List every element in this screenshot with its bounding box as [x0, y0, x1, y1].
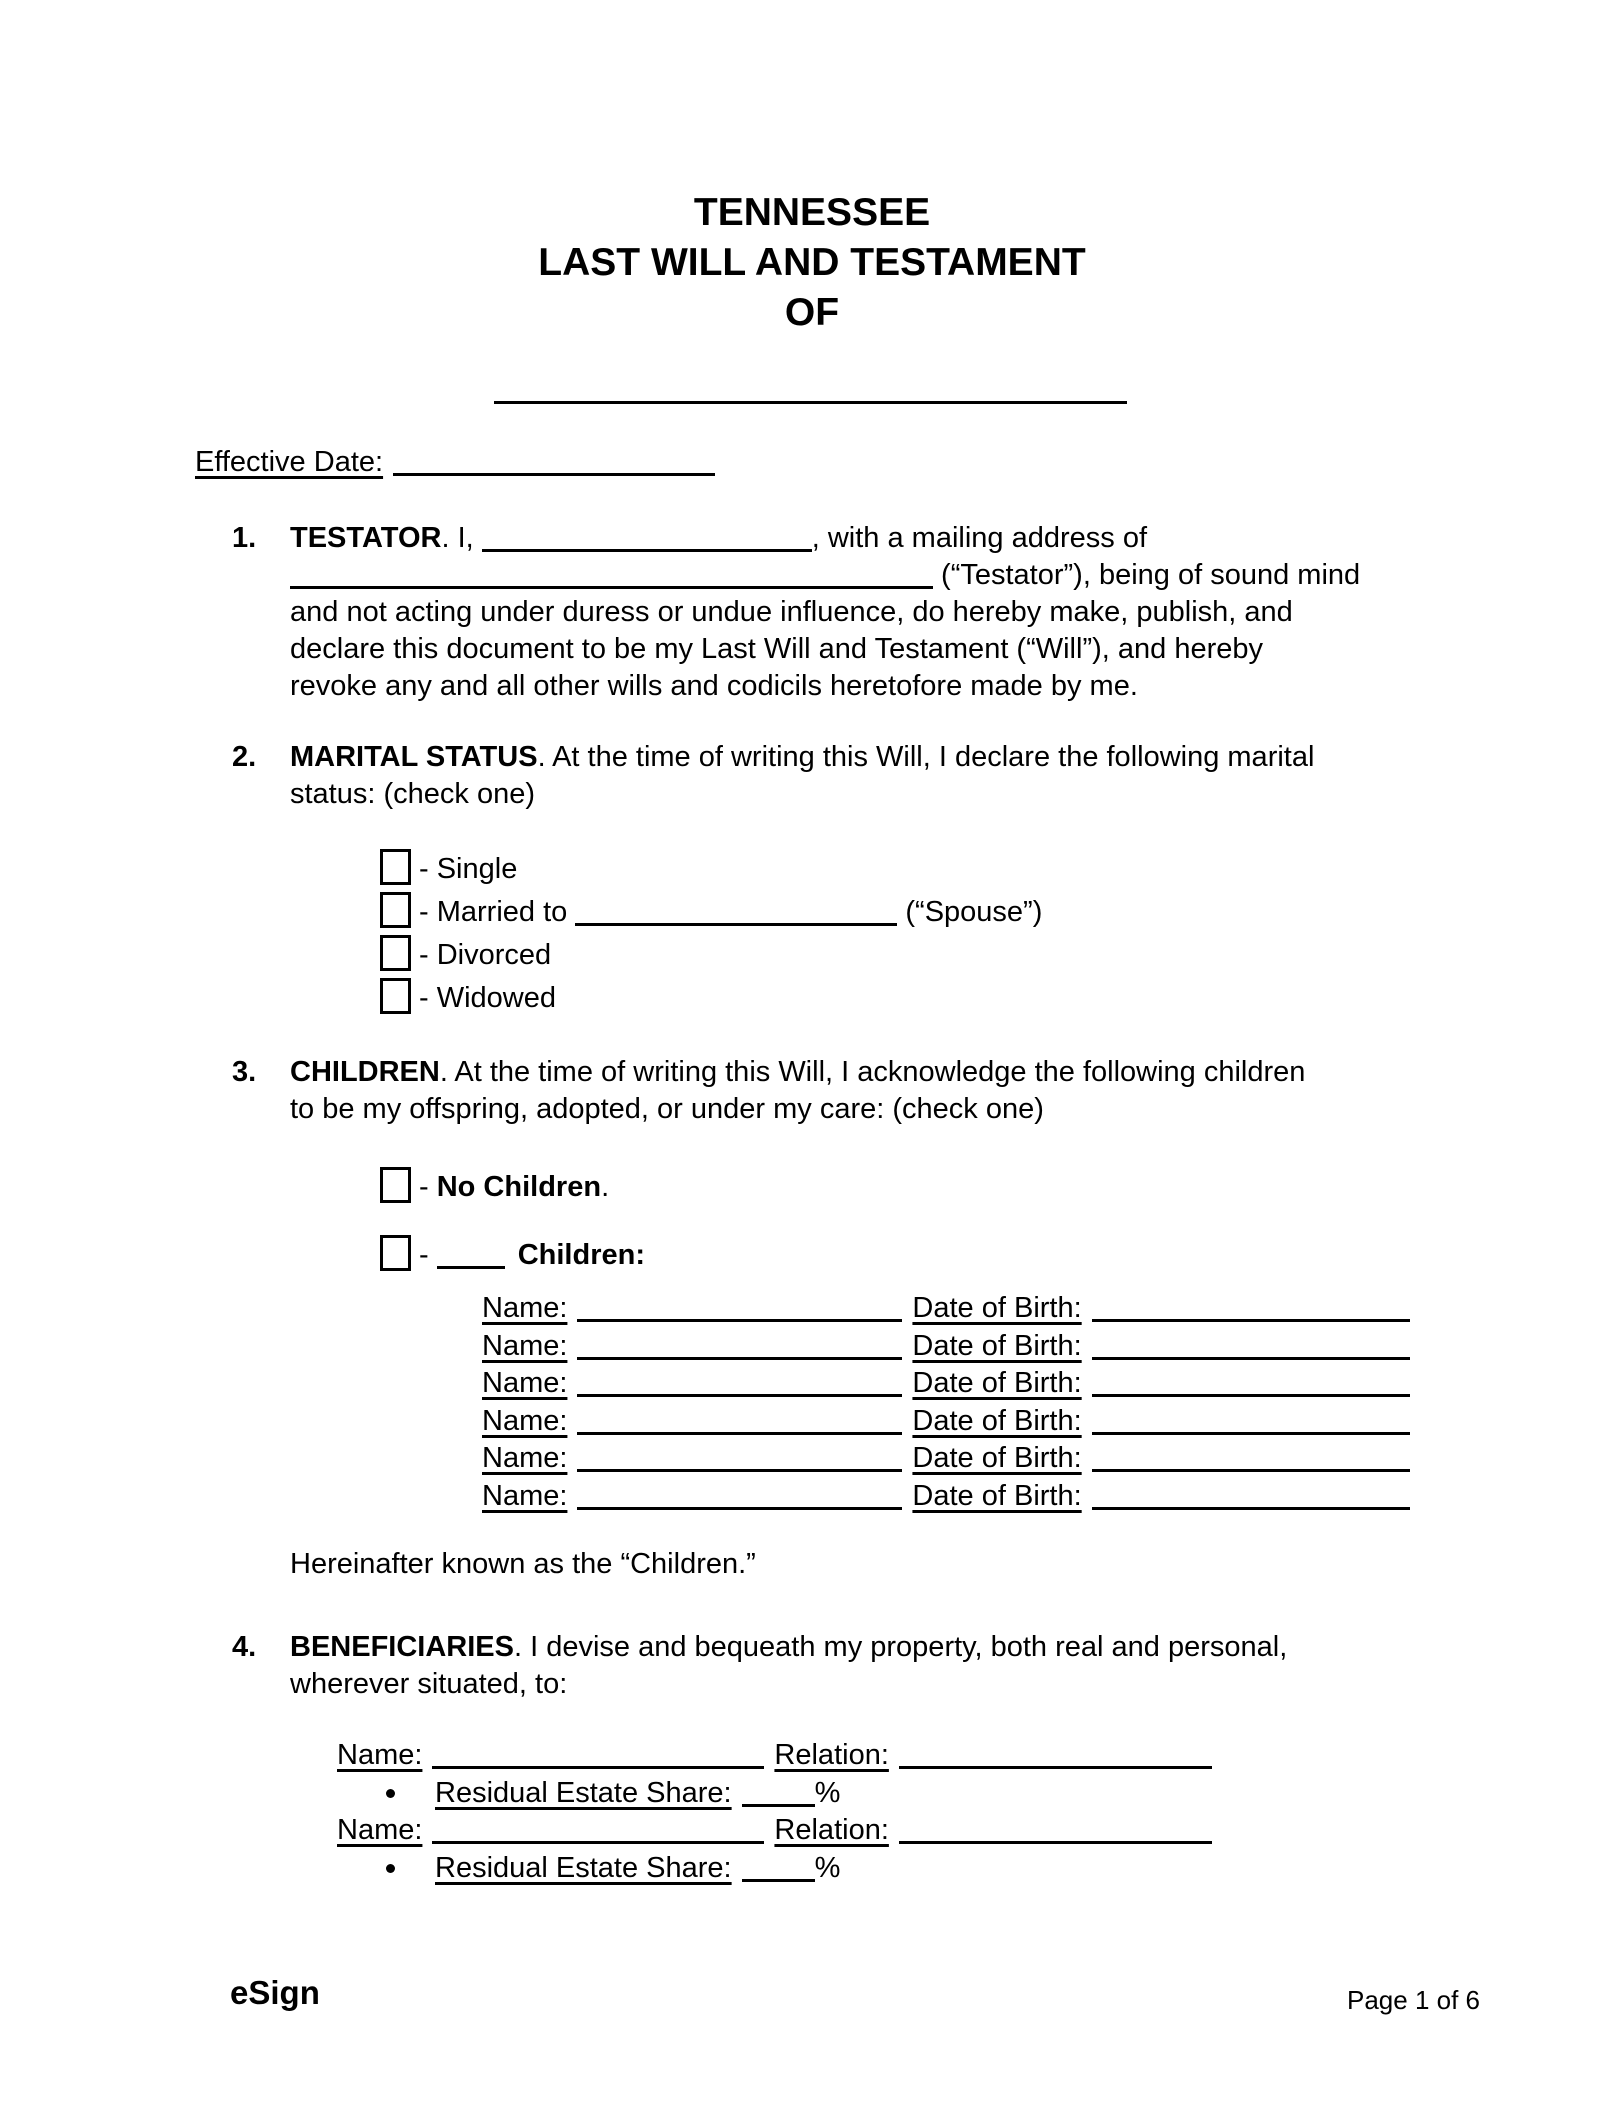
child-name-blank[interactable]	[577, 1318, 902, 1322]
paragraph-text: revoke any and all other wills and codicils heretofore made by me.	[290, 670, 1138, 702]
option-label-suffix: (“Spouse”)	[897, 896, 1043, 928]
page-indicator: Page 1 of 6	[1347, 1985, 1480, 2015]
beneficiary-name-blank[interactable]	[432, 1765, 764, 1769]
title-line-doc-type: LAST WILL AND TESTAMENT	[538, 241, 1086, 284]
child-dob-blank[interactable]	[1092, 1431, 1410, 1435]
checkbox-no-children[interactable]	[380, 1167, 411, 1203]
section-number: 1.	[232, 522, 257, 554]
section-number: 2.	[232, 741, 257, 773]
child-dob-label: Date of Birth:	[912, 1367, 1082, 1399]
paragraph-text: , with a mailing address of	[811, 522, 1148, 554]
marital-option-widowed	[380, 977, 1042, 1020]
child-dob-label: Date of Birth:	[912, 1479, 1082, 1512]
child-name-label: Name:	[482, 1442, 568, 1474]
checkbox-single[interactable]	[380, 849, 411, 885]
option-label: - Widowed	[419, 982, 556, 1014]
child-name-blank[interactable]	[577, 1506, 902, 1510]
option-label: - Single	[419, 853, 518, 885]
beneficiary-row	[337, 1737, 1212, 1775]
child-name-blank[interactable]	[577, 1356, 902, 1360]
residual-share-blank[interactable]	[742, 1878, 815, 1882]
child-name-blank[interactable]	[577, 1393, 902, 1397]
residual-share-label: Residual Estate Share:	[435, 1776, 732, 1809]
beneficiary-row	[337, 1812, 1212, 1850]
no-children-option	[380, 1166, 609, 1209]
child-dob-blank[interactable]	[1092, 1468, 1410, 1472]
section-testator	[232, 520, 1362, 705]
checkbox-married[interactable]	[380, 892, 411, 928]
residual-share-label: Residual Estate Share:	[435, 1851, 732, 1884]
marital-line-1	[290, 739, 1362, 776]
option-period: .	[601, 1171, 610, 1203]
paragraph-text: status: (check one)	[290, 778, 535, 810]
paragraph-text: (“Testator”), being of sound mind	[933, 559, 1361, 591]
child-row	[482, 1478, 1410, 1516]
paragraph-text: . I devise and bequeath my property, both real and personal,	[513, 1631, 1288, 1663]
marital-options	[380, 848, 1042, 1020]
footer-brand: eSign	[230, 1974, 320, 2011]
child-name-label: Name:	[482, 1479, 568, 1512]
paragraph-text: declare this document to be my Last Will and Testament (“Will”), and hereby	[290, 633, 1263, 665]
beneficiary-name-label: Name:	[337, 1739, 423, 1771]
child-row	[482, 1403, 1410, 1441]
marital-option-divorced	[380, 934, 1042, 977]
paragraph-text: . At the time of writing this Will, I declare the following marital	[537, 741, 1315, 773]
marital-option-married	[380, 891, 1042, 934]
testator-name-title-blank[interactable]	[494, 401, 1127, 404]
residual-share-blank[interactable]	[742, 1803, 815, 1807]
checkbox-widowed[interactable]	[380, 978, 411, 1014]
paragraph-text: and not acting under duress or undue influence, do hereby make, publish, and	[290, 596, 1293, 628]
beneficiary-name-blank[interactable]	[432, 1840, 764, 1844]
child-name-label: Name:	[482, 1329, 568, 1362]
bullet-icon	[386, 1789, 395, 1798]
effective-date-label: Effective Date:	[195, 446, 384, 478]
children-list	[482, 1290, 1410, 1515]
child-dob-blank[interactable]	[1092, 1318, 1410, 1322]
section-beneficiaries	[232, 1629, 1362, 1703]
section-number: 3.	[232, 1056, 257, 1088]
residual-share-row	[337, 1850, 1212, 1888]
relation-blank[interactable]	[899, 1765, 1212, 1769]
child-dob-label: Date of Birth:	[912, 1329, 1082, 1362]
residual-share-row	[337, 1775, 1212, 1813]
testator-name-blank[interactable]	[482, 548, 812, 552]
child-row	[482, 1440, 1410, 1478]
relation-label: Relation:	[774, 1814, 889, 1846]
section-heading: TESTATOR	[290, 522, 442, 554]
child-row	[482, 1290, 1410, 1328]
option-dash: -	[419, 1239, 437, 1271]
child-row	[482, 1328, 1410, 1366]
percent-sign: %	[814, 1776, 841, 1809]
title-line-state: TENNESSEE	[693, 191, 931, 234]
option-label: - Divorced	[419, 939, 552, 971]
child-dob-label: Date of Birth:	[912, 1442, 1082, 1474]
bullet-icon	[386, 1864, 395, 1873]
child-name-blank[interactable]	[577, 1468, 902, 1472]
relation-blank[interactable]	[899, 1840, 1212, 1844]
checkbox-has-children[interactable]	[380, 1235, 411, 1271]
section-children	[232, 1054, 1362, 1128]
beneficiary-name-label: Name:	[337, 1814, 423, 1846]
option-label: - Married to	[419, 896, 576, 928]
child-dob-blank[interactable]	[1092, 1506, 1410, 1510]
testator-line-2	[290, 557, 1362, 594]
child-name-label: Name:	[482, 1292, 568, 1324]
child-name-blank[interactable]	[577, 1431, 902, 1435]
spouse-name-blank[interactable]	[575, 922, 897, 926]
children-count-blank[interactable]	[437, 1265, 505, 1269]
section-marital-status	[232, 739, 1362, 813]
child-name-label: Name:	[482, 1367, 568, 1399]
beneficiaries-list	[337, 1737, 1212, 1887]
section-heading: BENEFICIARIES	[290, 1631, 514, 1663]
beneficiaries-line-1	[290, 1629, 1362, 1666]
paragraph-text: . I,	[441, 522, 482, 554]
children-count-option	[380, 1234, 645, 1277]
hereinafter-note: Hereinafter known as the “Children.”	[290, 1548, 756, 1580]
percent-sign: %	[814, 1851, 841, 1884]
title-line-of: OF	[784, 291, 840, 334]
effective-date-row	[195, 444, 715, 481]
mailing-address-blank[interactable]	[290, 585, 933, 589]
option-label: Children:	[517, 1239, 645, 1271]
child-dob-label: Date of Birth:	[912, 1292, 1082, 1324]
child-dob-label: Date of Birth:	[912, 1404, 1082, 1437]
option-dash: -	[419, 1171, 437, 1203]
children-line-1	[290, 1054, 1362, 1091]
relation-label: Relation:	[774, 1739, 889, 1771]
paragraph-text: to be my offspring, adopted, or under my care: (check one)	[290, 1093, 1044, 1125]
section-number: 4.	[232, 1631, 257, 1663]
section-heading: CHILDREN	[290, 1056, 440, 1088]
option-label: No Children	[436, 1171, 602, 1203]
child-row	[482, 1365, 1410, 1403]
checkbox-divorced[interactable]	[380, 935, 411, 971]
paragraph-text: wherever situated, to:	[290, 1668, 568, 1700]
child-dob-blank[interactable]	[1092, 1356, 1410, 1360]
marital-option-single	[380, 848, 1042, 891]
testator-line-1	[290, 520, 1362, 557]
effective-date-blank[interactable]	[393, 472, 715, 476]
child-name-label: Name:	[482, 1404, 568, 1437]
document-title	[0, 188, 1624, 338]
child-dob-blank[interactable]	[1092, 1393, 1410, 1397]
paragraph-text: . At the time of writing this Will, I acknowledge the following children	[439, 1056, 1306, 1088]
section-heading: MARITAL STATUS	[290, 741, 538, 773]
